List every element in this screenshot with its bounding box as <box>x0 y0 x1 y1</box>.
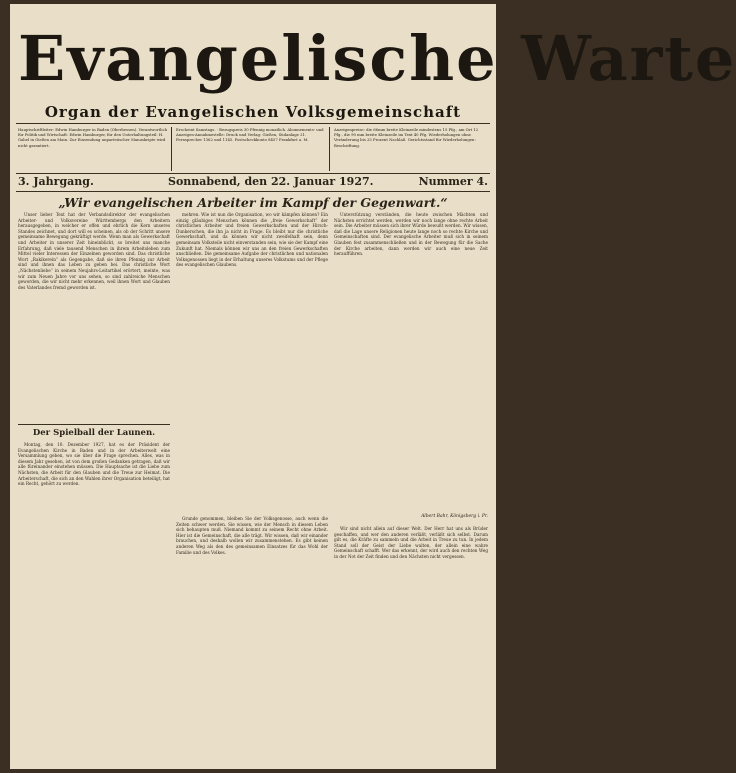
issue-number: Nummer 4. <box>418 175 488 188</box>
author-signoff: Albert Bahr, Königsberg i. Pr. <box>421 514 488 519</box>
volume: 3. Jahrgang. <box>18 175 94 188</box>
dateline <box>18 175 488 191</box>
masthead-subtitle: Organ der Evangelischen Volksgemeinschaft <box>44 103 462 121</box>
divider <box>171 127 172 171</box>
article-column-1: Unser lieber Text hat der Verbandsdirektor der evangelischen Arbeiter- und Volksvereine Württembergs den Arbeitern herausgegeben, in welcher er offen und ehrlich die Kern unseres Standes zeichnet, und dort will es scheinen, als ob der Schritt unsere gemeinsame Bewegung gekräftigt werde. Wenn man als Gewerkschaft und Arbeiter in unserer Zeit hineinblickt, so breitet uns manche Erfahrung, daß viele tausend Menschen in ihrem Arbeitsleben zum Mittel vieler Interessen der Einzelnen geworden sind. Das christliche Wort „Rakikerein“ als Gegengabe, daß sie ihren Pfennig zur Arbeit sind und ihnen das Leben zu geben bei. Das christliche Wort „Nächstenliebe“ in seinem Neujahrs-Leitartikel erörtert, meinte, was wir zum Neuen Jahre vor uns sehen, so sind zahlreiche Menschen geworden, die wir nicht mehr erkennen, weil ihnen Wort und Glauben des Vaterlandes fremd geworden ist. <box>18 212 170 290</box>
lower-column-3: Wir sind nicht allein auf dieser Welt. Der Herr hat uns als Brüder geschaffen, und wer den anderen verläßt, verläßt sich selbst. Darum gilt es, die Kräfte zu sammeln und die Arbeit in Treue zu tun. In jedem Stand soll der Geist der Liebe walten, der allein eine wahre Gemeinschaft schafft. Wer das erkennt, der wird auch den rechten Weg in der Not der Zeit finden und den Nächsten nicht vergessen. <box>334 526 488 559</box>
article-column-2: mehren. Wie ist nun die Organisation, wo wir kämpfen können? Ein einzig gläubiges Menschen können die „freie Gewerkschaft“ der christlichen Arbeiter und freien Gewerkschaften und der Hirsch-Dunkerschen, die ihn ja nicht in Frage. Es bleibt nur die christliche Gewerkschaft, und da können wir nicht zweifelhaft sein, denn gemeinsam Volksteile nicht einverstanden sein, wie sie der Kampf eine Zukunft hat. Niemals können wir uns an den freien Gewerkschaften anschließen. Die gemeinsame Aufgabe der christlichen und nationalen Volksgenossen liegt in der Erhaltung unseres Volkstums und der Pflege des evangelischen Glaubens. <box>176 212 328 268</box>
masthead-title: Evangelische Warte <box>18 22 736 95</box>
divider <box>329 127 330 171</box>
rule <box>18 424 170 425</box>
article-column-3: Unterstützung verständen, die heute zwischen Mächten und Nächsten errichtet werden, werden wir noch lange ohne rechte Arbeit sein. Die Arbeiter müssen sich ihrer Würde bewußt werden. Wir wissen, daß die Lage unsere Religionen heute lange noch so rechte Kirche und Gemeinschaften sind. Der evangelische Arbeiter muß sich in seinem Glauben fest zusammenschließen und in der Bewegung für die Sache der Kirche arbeiten, dann werden wir auch eine neue Zeit heraufführen. <box>334 212 488 257</box>
info-editorial: Hauptschriftleiter: Edwin Hamburger in Baden (Oberhessen). Verantwortlich für Politik und Wirtschaft: Edwin Hamburger, für den Unterhaltungsteil: H. Gabel in Gießen am Main. Zur Einsendung unparteiischer Manuskripte wird nicht garantiert. <box>18 127 168 148</box>
section-heading: Der Spielball der Launen. <box>32 428 156 438</box>
lower-column-1: Montag, den 10. Dezember 1927, hat es der Präsident der Evangelischen Kirche in Baden und in der Arbeiterwelt eine Versammlung geben, wo sie über die Frage sprechen. Alles, was in diesem Jahr gesehen, ist von dem großen Gedanken getragen, daß wir alle füreinander einstehen müssen. Die Hauptsache ist die Liebe zum Nächsten, die Arbeit für den Glauben und die Treue zur Heimat. Die Arbeiterschaft, die sich an den Wahlen ihrer Organisation beteiligt, hat ein Recht, gehört zu werden. <box>18 442 170 487</box>
issue-date: Sonnabend, den 22. Januar 1927. <box>168 175 374 188</box>
lower-column-2: Grunde genommen, bleiben Sie der Volksgenosse, auch wenn die Zeiten schwer werden. Sie wissen, wie der Mensch in diesem Leben sich behaupten muß. Niemand kommt zu seinem Recht ohne Arbeit. Hier ist die Gemeinschaft, die alle trägt. Wir wissen, daß wir einander brauchen, und deshalb wollen wir zusammenstehen. Es gibt keinen anderen Weg als den des gemeinsamen Einsatzes für das Wohl der Familie und des Volkes. <box>176 516 328 555</box>
newspaper-page <box>10 4 736 769</box>
rule <box>16 191 490 192</box>
info-subscription: Erscheint Samstags. · Bezugspreis 30 Pfennig monatlich. Abonnements- und Anzeigen-Annahmestelle: Druck und Verlag: Gießen, Südanlage 21. Fernsprecher 1362 und 1145. Postscheckkonto 8457 Frankfurt a. M. <box>176 127 324 143</box>
info-advertising: Anzeigenpreise: die 66mm breite Kleinzeile mindestens 15 Pfg., am Ort 12 Pfg., die 90 mm breite Kleinzeile im Text 40 Pfg. Wiederholungen ohne Veränderung bis 25 Prozent Nachlaß. Gerichtsstand für Wiederholungen: Beschriftung. <box>334 127 479 148</box>
lead-headline: „Wir evangelischen Arbeiter im Kampf der Gegenwart.“ <box>58 195 448 210</box>
rule <box>16 123 490 124</box>
rule <box>16 173 490 174</box>
